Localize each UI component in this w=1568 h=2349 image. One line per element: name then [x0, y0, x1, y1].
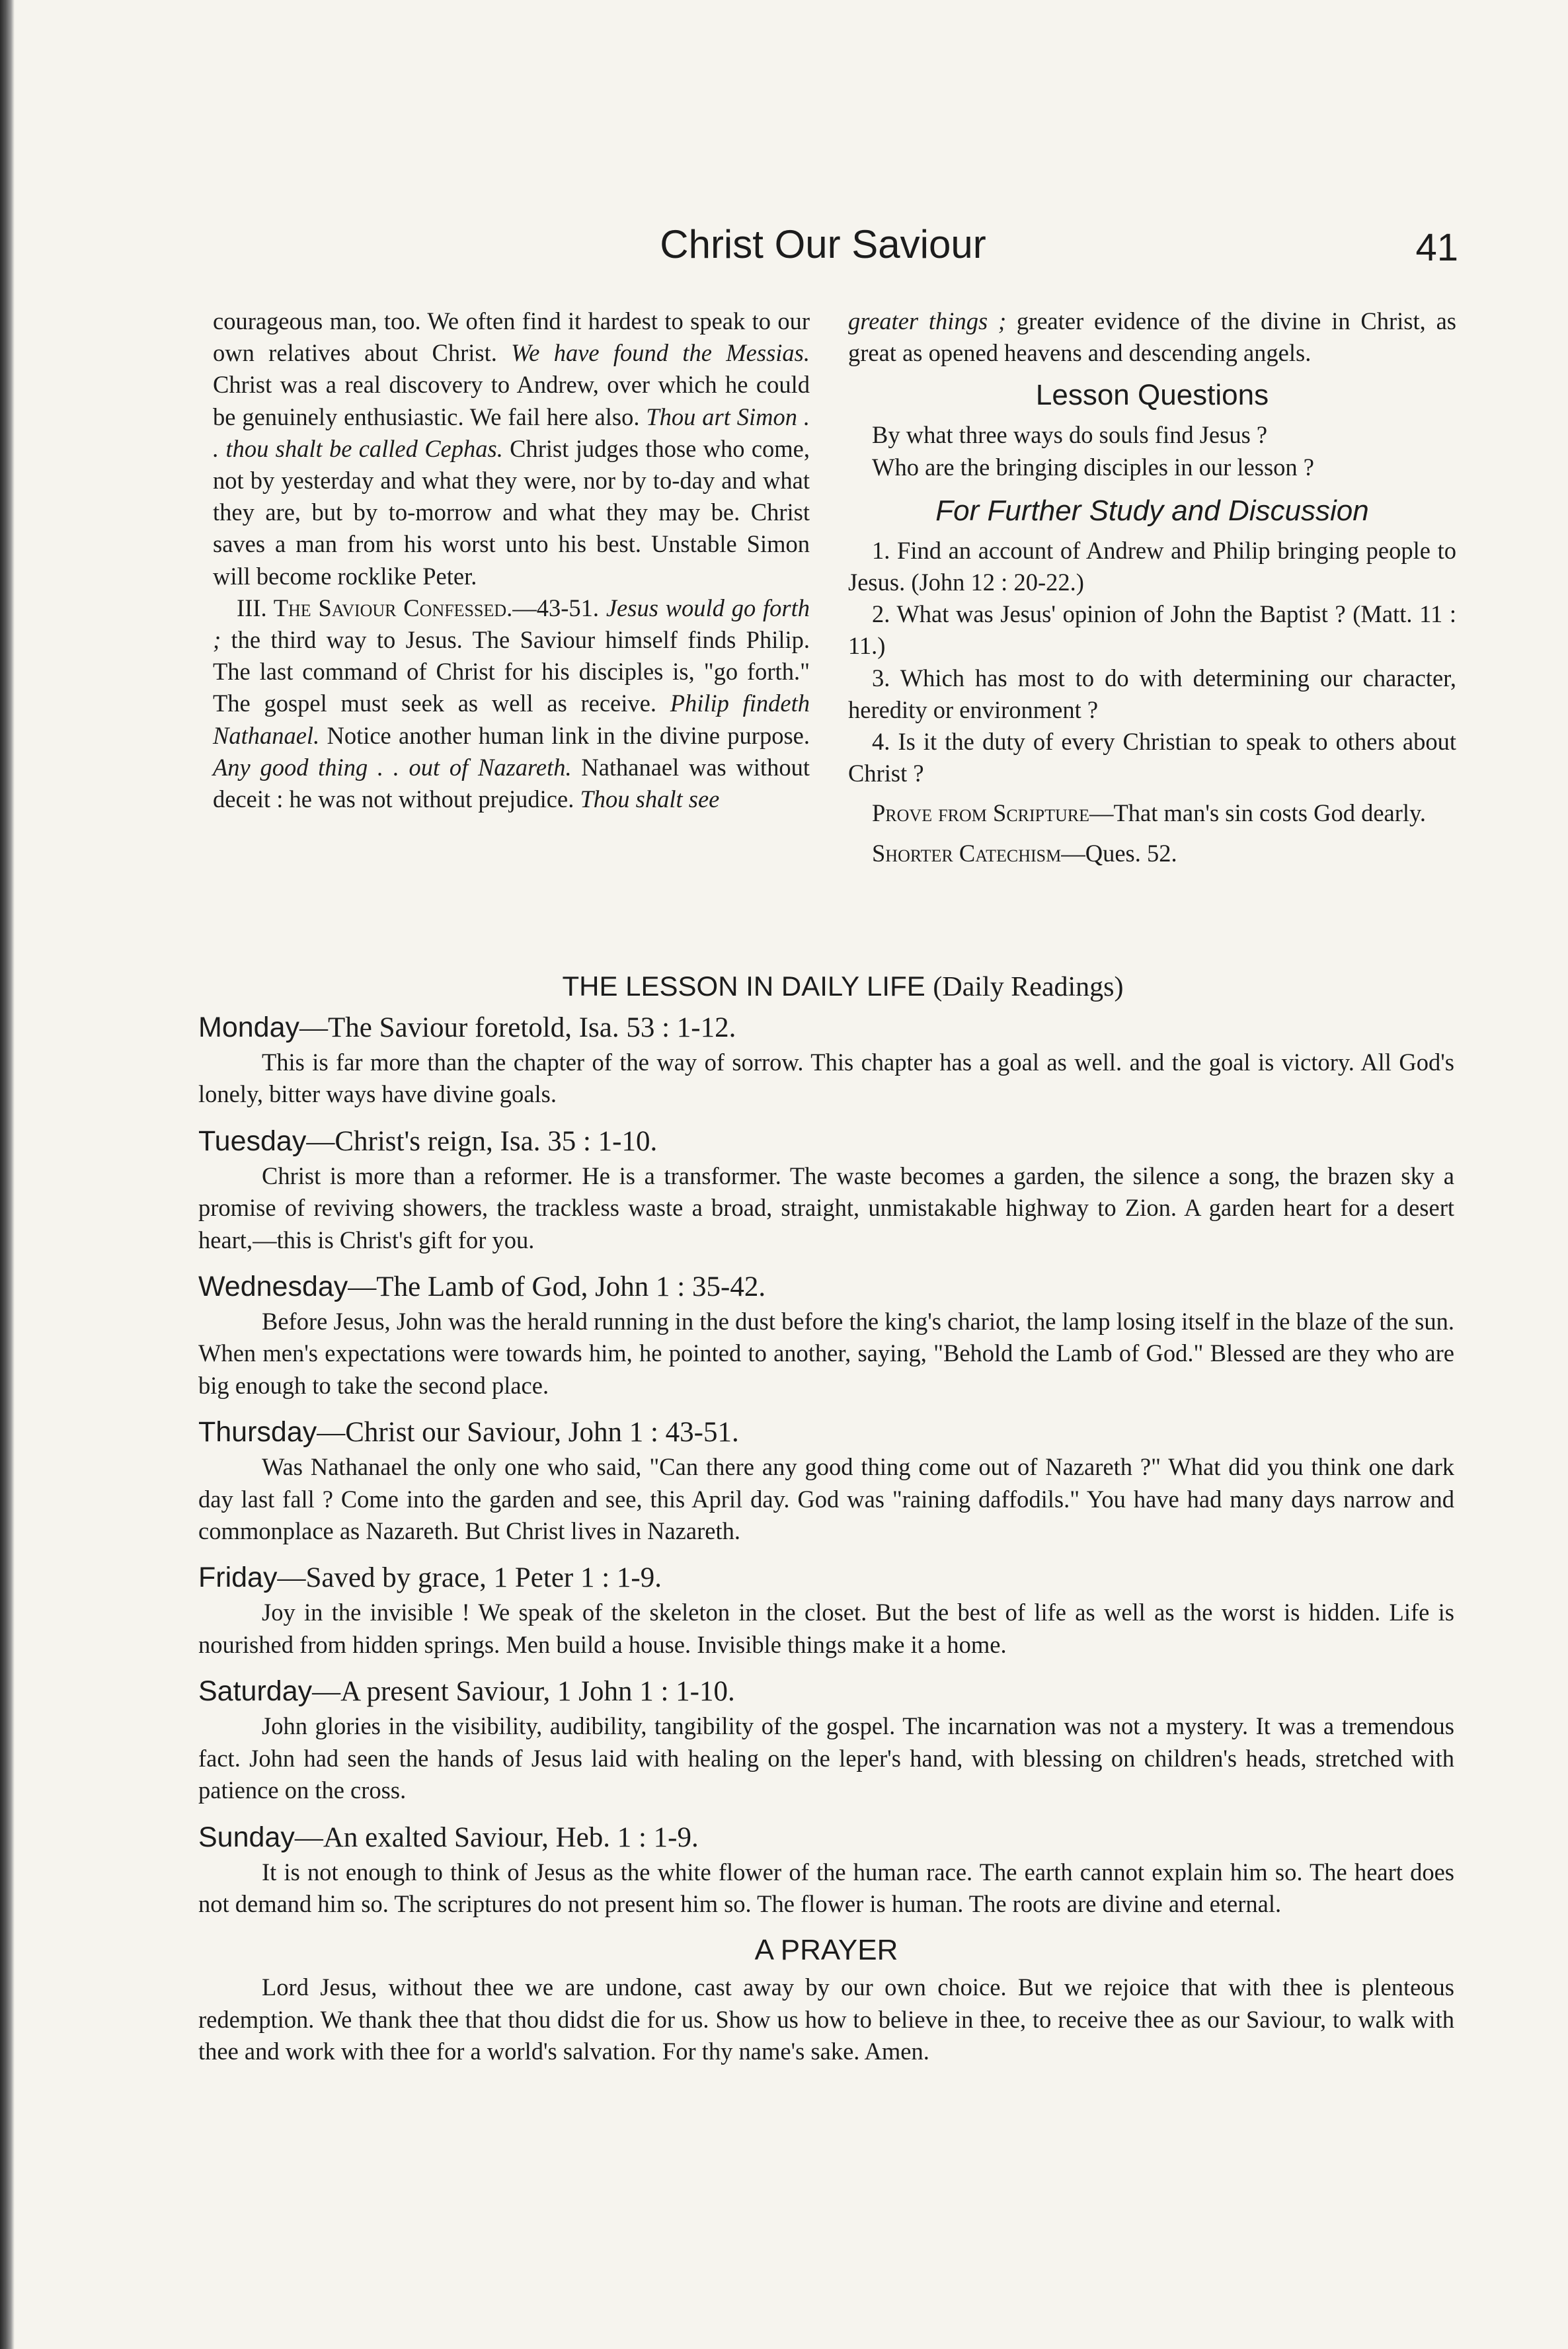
text-run: Christ judges those who come, not by yesterday and what they were, nor by to-day and what they are, but by to-morrow and what they may be. Christ saves a man from his worst unto his best. Unstable Simon will become rocklike Peter.: [213, 434, 810, 590]
italic-text-run: Philip findeth Nathanael.: [213, 690, 810, 749]
prayer-text: Lord Jesus, without thee we are undone, cast away by our own choice. But we rejoice that with thee is plenteous redemption. We thank thee that thou didst die for us. Show us how to believe in thee, to receive thee as our Saviour, to walk with thee and work with thee for a world's salvation. For thy name's sake. Amen.: [198, 1973, 1454, 2065]
day-entry-monday: [198, 1009, 1454, 1111]
day-text: John glories in the visibility, audibility, tangibility of the gospel. The incarnation was not a mystery. It was a tremendous fact. John had seen the hands of Jesus laid with healing on the leper's hand, with blessing on children's heads, stretched with patience on the cross.: [198, 1712, 1454, 1804]
prove-from-scripture: [848, 797, 1456, 829]
prove-label: Prove from Scripture: [872, 799, 1090, 827]
daily-readings-subtitle: (Daily Readings): [933, 972, 1124, 1002]
further-study-item-4: 4. Is it the duty of every Christian to speak to others about Christ ?: [848, 728, 1456, 787]
left-column: [213, 305, 810, 815]
day-reading: —Christ our Saviour, John 1 : 43-51.: [317, 1417, 739, 1449]
left-paragraph-2-body: [213, 594, 810, 813]
italic-text-run: Any good thing . . out of Nazareth.: [213, 753, 572, 781]
day-name: Tuesday: [198, 1125, 307, 1157]
day-reading: —Christ's reign, Isa. 35 : 1-10.: [306, 1125, 658, 1157]
day-entry-tuesday: [198, 1123, 1454, 1256]
day-name: Monday: [198, 1012, 299, 1043]
day-name: Wednesday: [198, 1271, 348, 1303]
page-number: 41: [1415, 226, 1458, 269]
italic-text-run: We have found the Messias.: [511, 339, 810, 367]
prove-text: —That man's sin costs God dearly.: [1089, 799, 1427, 827]
left-paragraph-1: [213, 305, 810, 592]
day-name: Sunday: [198, 1821, 295, 1853]
day-heading: [198, 1819, 1454, 1856]
day-text: Christ is more than a reformer. He is a transformer. The waste becomes a garden, the silence a song, the brazen sky a promise of reviving showers, the trackless waste a broad, straight, unmistakable highway to Zion. A garden heart for a desert heart,—this is Christ's gift for you.: [198, 1162, 1454, 1254]
day-reading: —Saved by grace, 1 Peter 1 : 1-9.: [277, 1562, 662, 1594]
page-header: [0, 221, 1568, 274]
day-entry-sunday: [198, 1819, 1454, 1921]
day-name: Friday: [198, 1562, 278, 1594]
day-entry-thursday: [198, 1413, 1454, 1547]
day-text: Joy in the invisible ! We speak of the skeleton in the closet. But the best of life as well as the worst is hidden. Life is nourished from hidden springs. Men build a house. Invisible things make it a home.: [198, 1599, 1454, 1658]
further-study-item-2: 2. What was Jesus' opinion of John the Baptist ? (Matt. 11 : 11.): [848, 600, 1456, 660]
daily-readings-heading: [198, 969, 1454, 1005]
day-reading: —An exalted Saviour, Heb. 1 : 1-9.: [294, 1821, 699, 1853]
text-run: the third way to Jesus. The Saviour himself finds Philip. The last command of Christ for his disciples is, "go forth." The gospel must seek as well as receive.: [213, 626, 810, 717]
daily-readings-title: THE LESSON IN DAILY LIFE: [562, 971, 925, 1002]
day-text: This is far more than the chapter of the way of sorrow. This chapter has a goal as well. and the goal is victory. All God's lonely, bitter ways have divine goals.: [198, 1049, 1454, 1108]
day-heading: [198, 1123, 1454, 1160]
day-heading: [198, 1268, 1454, 1306]
further-study-item-1: 1. Find an account of Andrew and Philip bringing people to Jesus. (John 12 : 20-22.): [848, 536, 1456, 596]
catechism-text: —Ques. 52.: [1061, 839, 1177, 867]
day-reading: —The Saviour foretold, Isa. 53 : 1-12.: [299, 1012, 736, 1043]
catechism-label: Shorter Catechism: [872, 839, 1062, 867]
italic-text-run: greater things ;: [848, 307, 1007, 335]
day-heading: [198, 1673, 1454, 1710]
day-text: Before Jesus, John was the herald running in the dust before the king's chariot, the lamp losing itself in the blaze of the sun. When men's expectations were towards him, he pointed to another, saying, "Behold the Lamb of God." Blessed are they who are big enough to take the second place.: [198, 1308, 1454, 1399]
day-entry-saturday: [198, 1673, 1454, 1806]
running-title: Christ Our Saviour: [660, 222, 986, 266]
right-paragraph-1: [848, 305, 1456, 369]
italic-text-run: Jesus would go forth ;: [213, 594, 810, 654]
day-heading: [198, 1413, 1454, 1451]
further-study-heading: For Further Study and Discussion: [935, 494, 1369, 527]
lesson-questions-heading: Lesson Questions: [1035, 379, 1269, 412]
day-reading: —A present Saviour, 1 John 1 : 1-10.: [312, 1676, 735, 1708]
prayer-heading: A PRAYER: [754, 1934, 898, 1967]
day-entry-friday: [198, 1559, 1454, 1661]
day-text: It is not enough to think of Jesus as the white flower of the human race. The earth cannot explain him so. The heart does not demand him so. The scriptures do not present him so. The flower is human. The roots are divine and eternal.: [198, 1858, 1454, 1917]
day-entry-wednesday: [198, 1268, 1454, 1402]
lesson-question-1: By what three ways do souls find Jesus ?: [872, 421, 1268, 449]
right-column: [848, 305, 1456, 869]
day-name: Saturday: [198, 1675, 313, 1708]
day-name: Thursday: [198, 1416, 317, 1449]
day-heading: [198, 1559, 1454, 1597]
daily-readings-section: [198, 969, 1454, 2068]
day-heading: [198, 1009, 1454, 1047]
text-run: Christ was a real discovery to Andrew, over which he could be genuinely enthusiastic. We fail here also.: [213, 371, 810, 430]
left-paragraph-2: [213, 592, 810, 815]
book-binding-edge: [0, 0, 15, 2349]
section-heading-saviour-confessed: III. The Saviour Confessed.: [237, 594, 513, 621]
text-run: —43-51.: [512, 594, 606, 621]
text-run: Nathanael was without deceit : he was not without prejudice.: [213, 753, 810, 813]
shorter-catechism: [848, 838, 1456, 869]
italic-text-run: Thou art Simon . . thou shalt be called Cephas.: [213, 403, 810, 462]
day-reading: —The Lamb of God, John 1 : 35-42.: [348, 1271, 766, 1303]
text-run: courageous man, too. We often find it hardest to speak to our own relatives about Christ.: [213, 307, 810, 367]
day-text: Was Nathanael the only one who said, "Can there any good thing come out of Nazareth ?" What did you think one dark day last fall ? Come into the garden and see, this April day. God was "raining daffodils." You have had many days narrow and commonplace as Nazareth. But Christ lives in Nazareth.: [198, 1453, 1454, 1545]
further-study-item-3: 3. Which has most to do with determining our character, heredity or environment ?: [848, 664, 1456, 723]
text-run: Notice another human link in the divine purpose.: [319, 721, 810, 749]
text-run: greater evidence of the divine in Christ, as great as opened heavens and descending angels.: [848, 307, 1456, 367]
lesson-question-2: Who are the bringing disciples in our lesson ?: [872, 453, 1315, 481]
italic-text-run: Thou shalt see: [580, 785, 720, 813]
